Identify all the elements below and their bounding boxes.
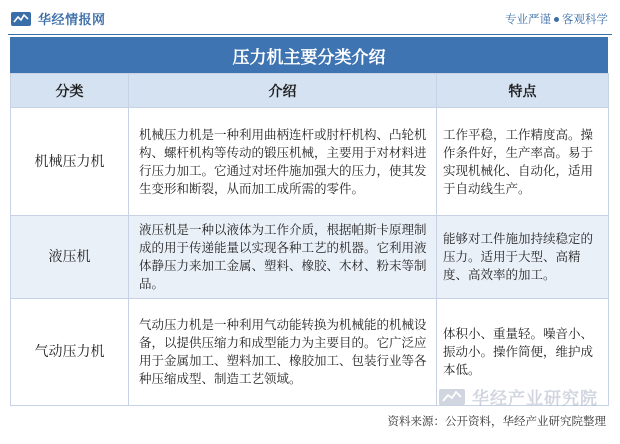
features-cell: 体积小、重量轻。噪音小、振动小。操作简便，维护成本低。: [437, 299, 609, 406]
top-bar: [0, 0, 620, 36]
features-cell: 能够对工件施加持续稳定的压力。适用于大型、高精度、高效率的加工。: [437, 216, 609, 299]
watermark: [438, 384, 598, 409]
brand-logo-icon: [10, 10, 32, 28]
category-cell: 液压机: [11, 216, 129, 299]
table-row: [11, 216, 609, 299]
description-cell: 机械压力机是一种利用曲柄连杆或肘杆机构、凸轮机构、螺杆机构等传动的锻压机械，主要用于对材料进行压力加工。它通过对坯件施加强大的压力，使其发生变形和断裂，从而加工成所需的零件。: [129, 108, 437, 216]
column-header-description: 介绍: [129, 74, 437, 108]
brand: [10, 9, 106, 28]
description-cell: 液压机是一种以液体为工作介质，根据帕斯卡原理制成的用于传递能量以实现各种工艺的机器。它利用液体静压力来加工金属、塑料、橡胶、木材、粉末等制品。: [129, 216, 437, 299]
slogan: [505, 11, 608, 27]
column-header-features: 特点: [437, 74, 609, 108]
features-cell: 工作平稳，工作精度高。操作条件好，生产率高。易于实现机械化、自动化，适用于自动线生产。: [437, 108, 609, 216]
slogan-right: 客观科学: [562, 12, 608, 26]
table-header-row: [11, 74, 609, 108]
source-note: 资料来源：公开资料，华经产业研究院整理: [387, 414, 606, 428]
header-divider: [8, 34, 612, 35]
watermark-text: 华经产业研究院: [472, 389, 598, 409]
bullet-dot-icon: [554, 17, 559, 22]
table-row: [11, 108, 609, 216]
page-title: 压力机主要分类介绍: [10, 37, 608, 73]
brand-name: 华经情报网: [38, 13, 106, 28]
description-cell: 气动压力机是一种利用气动能转换为机械能的机械设备，以提供压缩力和成型能力为主要目的。它广泛应用于金属加工、塑料加工、橡胶加工、包装行业等各种压缩成型、制造工艺领域。: [129, 299, 437, 406]
slogan-left: 专业严谨: [505, 12, 551, 26]
category-cell: 机械压力机: [11, 108, 129, 216]
column-header-category: 分类: [11, 74, 129, 108]
category-cell: 气动压力机: [11, 299, 129, 406]
classification-table: [10, 73, 609, 406]
watermark-logo-icon: [438, 386, 466, 408]
